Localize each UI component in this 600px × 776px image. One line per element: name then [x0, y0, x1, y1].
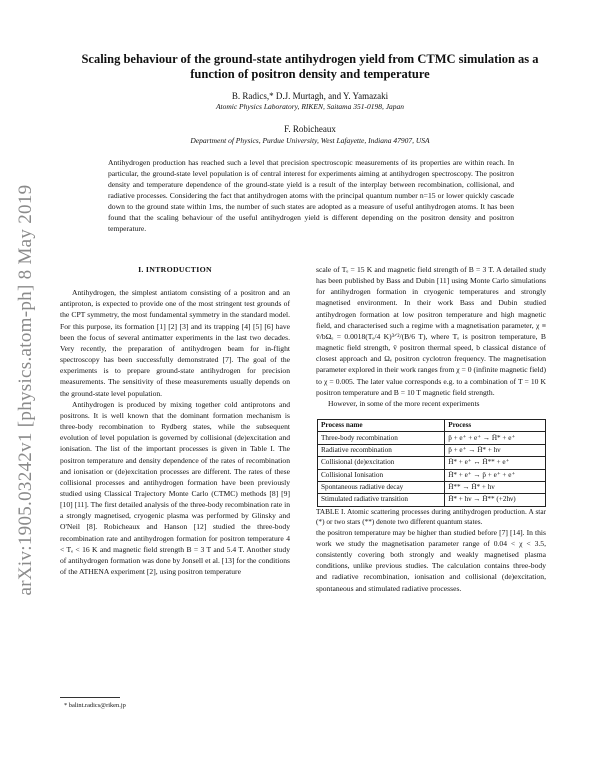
table-header: Process	[445, 420, 546, 432]
table-row	[318, 481, 546, 493]
right-paragraph-1: scale of Tₑ = 15 K and magnetic field strength of B = 3 T. A detailed study has been published by Bass and Dubin [11] using Monte Carlo simulations for antihydrogen formation in cryogenic temperatures and strongly magnetised environment. In their work Bass and Dubin studied antihydrogen formation at low positron temperature and high magnetic field, and characterised such a regime with a magnetisation parameter, χ ≡ v̄/bΩₑ = 0.0018(Tₑ/4 K)³ᐟ²/(B/6 T), where Tₑ is positron temperature, B magnetic field strength, v̄ positron thermal speed, b classical distance of closest approach and Ωₑ positron cyclotron frequency. The magnetisation parameter explored in their work ranges from χ = 0 (infinite magnetic field) to χ = 0.005. The later value corresponds e.g. to a combination of T = 10 K positron temperature and B = 10 T magnetic field strength.	[316, 265, 546, 397]
abstract: Antihydrogen production has reached such a level that precision spectroscopic measurements of its properties are within reach. In particular, the ground-state level population is of central interest for experiments aiming at antihydrogen spectroscopy. The positron density and temperature dependence of the ground-state yield is a result of the interplay between recombination, collisional, and radiative processes. Considering the fact that antihydrogen atoms with the principal quantum number n=15 or lower quickly cascade down to the ground state within 1ms, the number of such states are adopted as a measure of useful antihydrogen atoms. It has been found that the scaling behaviour of the useful antihydrogen yield is different depending on the positron density and positron temperature.	[108, 158, 514, 233]
table-row	[318, 444, 546, 456]
left-column	[60, 264, 290, 577]
process-table	[317, 419, 546, 507]
affiliation-1: Atomic Physics Laboratory, RIKEN, Saitama 351-0198, Japan	[215, 102, 405, 111]
arxiv-identifier: arXiv:1905.03242v1 [physics.atom-ph] 8 May 2019	[15, 184, 36, 596]
right-paragraph-3: the positron temperature may be higher than studied before [7] [14]. In this work we study the magnetisation parameter range of 0.04 < χ < 3.5, consistently covering both strongly and weakly magnetised plasma conditions, unlike previous studies. The calculation contains three-body and radiative recombination, ionisation and collisional (de)excitation, spontaneous and stimulated radiative processes.	[316, 527, 546, 593]
table-cell: Collisional (de)excitation	[318, 457, 445, 469]
table-header-row	[318, 420, 546, 432]
table-row	[318, 494, 546, 506]
table-cell: Collisional Ionisation	[318, 469, 445, 481]
authors-line-1: B. Radics,* D.J. Murtagh, and Y. Yamazaki	[231, 91, 389, 101]
title-line-2: function of positron density and temperature	[190, 67, 430, 81]
table-cell: p̄ + e⁺ + e⁺ → H̄* + e⁺	[445, 432, 546, 444]
table-cell: H̄* + e⁺ → p̄ + e⁺ + e⁺	[445, 469, 546, 481]
table-cell: Three-body recombination	[318, 432, 445, 444]
right-column	[316, 264, 546, 594]
table-cell: p̄ + e⁺ → H̄* + hν	[445, 444, 546, 456]
paper-title	[60, 52, 560, 82]
table-cell: H̄** → H̄* + hν	[445, 481, 546, 493]
table-cell: Spontaneous radiative decay	[318, 481, 445, 493]
table-row	[318, 457, 546, 469]
section-heading: I. INTRODUCTION	[138, 265, 212, 274]
table-header: Process name	[318, 420, 445, 432]
arxiv-sidebar	[14, 120, 38, 660]
table-row	[318, 469, 546, 481]
right-paragraph-2: However, in some of the more recent experiments	[328, 398, 480, 408]
intro-paragraph-1: Antihydrogen, the simplest antiatom consisting of a positron and an antiproton, is expected to provide one of the most stringent test grounds of the CPT symmetry, the most fundamental symmetry in the standard model. For this purpose, its formation [1] [2] [3] and its trapping [4] [5] [6] have been the focus of several antimatter experiments in the last two decades. Very recently, the preparation of antihydrogen beam for in-flight spectroscopy has been successfully demonstrated [7]. The goal of the experiments is to prepare ground-state antihydrogen for precision measurements. The sensitivity of these measurements usually depends on the ground-state level population.	[60, 288, 290, 398]
footnote-rule	[60, 697, 120, 698]
title-line-1: Scaling behaviour of the ground-state antihydrogen yield from CTMC simulation as a	[81, 52, 539, 66]
table-row	[318, 432, 546, 444]
table-cell: Stimulated radiative transition	[318, 494, 445, 506]
affiliation-2: Department of Physics, Purdue University, West Lafayette, Indiana 47907, USA	[190, 136, 430, 145]
table-caption: TABLE I. Atomic scattering processes during antihydrogen production. A star (*) or two stars (**) denote two different quantum states.	[316, 506, 546, 526]
footnote-email: * balint.radics@riken.jp	[64, 702, 126, 709]
intro-paragraph-2: Antihydrogen is produced by mixing together cold antiprotons and positrons. It is well known that the dominant formation mechanism is three-body recombination to Rydberg states, while the subsequent evolution of level population is governed by collisional (de)excitation and ionisation. The list of the important processes is given in Table I. The positron temperature and density dependence of the rates of recombination and ionisation or (de)excitation processes are different. The rates of these collisional processes and antihydrogen formation have been previously studied using Classical Trajectory Monte Carlo (CTMC) methods [8] [9] [10] [11]. The first detailed analysis of the three-body recombination rate in a strongly magnetised, cryogenic plasma was performed by Glinsky and O'Neil [8]. Robicheaux and Hanson [12] studied the three-body recombination rate and antihydrogen formation for positron temperature 4 < Tₑ < 16 K and magnetic field strength B = 3 T and 5.4 T. Another study of antihydrogen formation was done by Jonsell et al. [13] for the conditions of the ATHENA experiment [2], using positron temperature	[60, 399, 290, 577]
table-cell: H̄* + e⁺ ↔ H̄** + e⁺	[445, 457, 546, 469]
table-cell: H̄* + hν → H̄** (+2hν)	[445, 494, 546, 506]
authors-line-2: F. Robicheaux	[284, 124, 336, 134]
table-cell: Radiative recombination	[318, 444, 445, 456]
